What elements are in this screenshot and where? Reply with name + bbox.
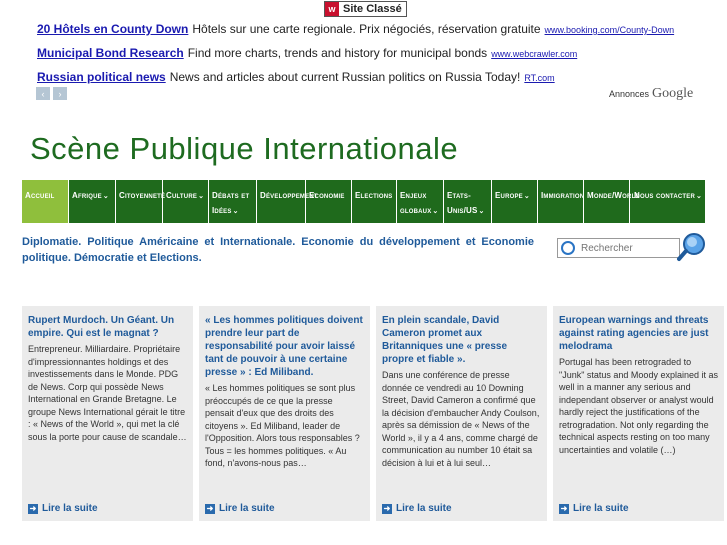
- main-nav: [22, 180, 705, 223]
- article-title-link[interactable]: European warnings and threats against rating agencies are just melodrama: [559, 315, 709, 352]
- nav-item-label: Culture: [166, 191, 198, 200]
- article-excerpt: Dans une conférence de presse donnée ce vendredi au 10 Downing Street, David Cameron a confirmé que la décision d'embaucher Andy Coulson, après sa démission de « News of the World », il y a 4 ans, comme chargé de communication au number 10 était sa décision à lui et à lui seul…: [382, 370, 540, 468]
- nav-item-label: Citoyenneté: [119, 191, 166, 200]
- arrow-right-icon: ➜: [383, 504, 391, 513]
- search-box[interactable]: [557, 238, 680, 258]
- site-title[interactable]: Scène Publique Internationale: [30, 131, 459, 166]
- article-title-link[interactable]: En plein scandale, David Cameron promet aux Britanniques une « presse propre et fiable ».: [382, 315, 508, 365]
- nav-item-elections[interactable]: [352, 180, 397, 223]
- article-card: [376, 306, 547, 521]
- ad-url-link[interactable]: RT.com: [524, 73, 555, 83]
- chevron-right-icon[interactable]: ›: [53, 87, 67, 100]
- chevron-down-icon: ⌄: [432, 208, 439, 215]
- read-more-link[interactable]: [382, 503, 452, 514]
- article-card: [22, 306, 193, 521]
- arrow-right-icon: ➜: [560, 504, 568, 513]
- nav-item-enjeux-globaux[interactable]: [397, 180, 444, 223]
- ads-by-google[interactable]: [609, 86, 693, 102]
- read-more-label: Lire la suite: [42, 503, 98, 514]
- nav-item-developpement[interactable]: [257, 180, 318, 223]
- site-tagline: Diplomatie. Politique Américaine et Internationale. Economie du développement et Economie politique. Démocratie et Elections.: [22, 236, 534, 264]
- article-card: [199, 306, 370, 521]
- chevron-down-icon: ⌄: [478, 208, 485, 215]
- ad-item: [37, 46, 697, 70]
- article-excerpt: « Les hommes politiques se sont plus préoccupés de ce que la presse pensait d'eux que des droits des citoyens ». Ed Miliband, leader de l'Opposition. Alors tous responsables ? Tous = les hommes politiques. « Au fond, n'avons-nous pas…: [205, 383, 360, 468]
- article-title-link[interactable]: « Les hommes politiques doivent prendre leur part de responsabilité pour avoir laissé tant de pouvoir à une certaine presse » : Ed Miliband.: [205, 315, 363, 378]
- nav-item-accueil[interactable]: [22, 180, 69, 223]
- search-widget: [557, 234, 707, 262]
- ad-url-link[interactable]: www.booking.com/County-Down: [544, 25, 675, 35]
- read-more-link[interactable]: [559, 503, 629, 514]
- ad-title-link[interactable]: 20 Hôtels en County Down: [37, 22, 189, 36]
- nav-item-label: Développement: [260, 191, 318, 200]
- nav-item-label: Immigration: [541, 191, 585, 200]
- read-more-label: Lire la suite: [396, 503, 452, 514]
- search-input[interactable]: [581, 243, 676, 254]
- nav-item-nous-contacter[interactable]: [630, 180, 705, 223]
- nav-item-label: Etats-Unis/US: [447, 191, 478, 215]
- ad-url-link[interactable]: www.webcrawler.com: [491, 49, 578, 59]
- chevron-down-icon: ⌄: [232, 208, 239, 215]
- nav-item-citoyennete[interactable]: [116, 180, 166, 223]
- nav-item-label: Europe: [495, 191, 523, 200]
- arrow-right-icon: ➜: [206, 504, 214, 513]
- article-grid: [22, 306, 724, 521]
- article-card: [553, 306, 724, 521]
- article-excerpt: Entrepreneur. Milliardaire. Propriétaire d'impressionnantes holdings et des investissements dans le Monde. PDG de News. Corp qui possède News International en Grande Bretagne. Le groupe News International gérait le titre : « News of the World », qui met la clé sous la porte pour cause de scandale…: [28, 344, 187, 442]
- nav-item-label: Economie: [309, 191, 345, 200]
- nav-item-immigration[interactable]: [538, 180, 584, 223]
- article-title-link[interactable]: Rupert Murdoch. Un Géant. Un empire. Qui est le magnat ?: [28, 315, 175, 339]
- chevron-down-icon: ⌄: [696, 193, 703, 200]
- ad-description: Hôtels sur une carte regionale. Prix négociés, réservation gratuite: [192, 22, 541, 36]
- nav-item-label: Monde/World: [587, 191, 640, 200]
- ad-description: News and articles about current Russian politics on Russia Today!: [169, 70, 521, 84]
- search-submit-icon[interactable]: [677, 232, 707, 262]
- nav-item-economie[interactable]: [306, 180, 352, 223]
- chevron-down-icon: ⌄: [523, 193, 530, 200]
- read-more-link[interactable]: [28, 503, 98, 514]
- chevron-down-icon: ⌄: [102, 193, 109, 200]
- nav-item-monde-world[interactable]: [584, 180, 640, 223]
- read-more-label: Lire la suite: [573, 503, 629, 514]
- ads-by-label: Annonces: [609, 89, 650, 99]
- nav-item-label: Accueil: [25, 191, 55, 200]
- nav-item-europe[interactable]: [492, 180, 538, 223]
- chevron-left-icon[interactable]: ‹: [36, 87, 50, 100]
- nav-item-etats-unis[interactable]: [444, 180, 492, 223]
- ad-pager: [36, 87, 67, 100]
- ad-list: [37, 22, 697, 94]
- nav-item-afrique[interactable]: [69, 180, 116, 223]
- arrow-right-icon: ➜: [29, 504, 37, 513]
- ad-item: [37, 22, 697, 46]
- read-more-label: Lire la suite: [219, 503, 275, 514]
- site-classe-badge[interactable]: [324, 1, 407, 17]
- search-icon: [561, 241, 575, 255]
- ad-description: Find more charts, trends and history for municipal bonds: [187, 46, 488, 60]
- nav-item-label: Nous contacter: [634, 191, 696, 200]
- ad-item: [37, 70, 697, 94]
- nav-item-label: Elections: [355, 191, 393, 200]
- nav-item-label: Débats et Idées: [212, 191, 250, 215]
- site-classe-logo-icon: w: [325, 2, 339, 16]
- chevron-down-icon: ⌄: [198, 193, 205, 200]
- nav-item-culture[interactable]: [163, 180, 209, 223]
- ad-title-link[interactable]: Municipal Bond Research: [37, 46, 184, 60]
- nav-item-debats[interactable]: [209, 180, 257, 223]
- article-excerpt: Portugal has been retrograded to "Junk" status and Moody explained it as well in a manner any serious and independant observer or analyst would hardly reject the justifications of the retrogradation. Not only regarding the technical aspects resting on too many uncertainties and volatile (…): [559, 357, 718, 455]
- read-more-link[interactable]: [205, 503, 275, 514]
- google-logo: Google: [652, 86, 694, 101]
- ad-title-link[interactable]: Russian political news: [37, 70, 166, 84]
- site-classe-label: Site Classé: [343, 3, 402, 15]
- nav-item-label: Afrique: [72, 191, 102, 200]
- nav-item-label: Enjeux globaux: [400, 191, 432, 215]
